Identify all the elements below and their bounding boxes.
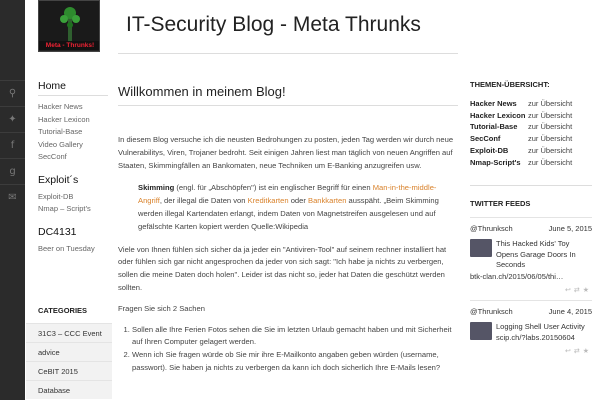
social-icon-bar (0, 0, 25, 400)
tweet-header (470, 217, 592, 233)
categories-list (26, 323, 112, 399)
tweet-content (496, 322, 585, 343)
facebook-icon[interactable]: f (0, 132, 25, 158)
tweet-body (470, 239, 592, 271)
mitm-link[interactable]: Man-in-the-middle-Angriff (138, 183, 437, 206)
tweet-actions (470, 286, 592, 294)
nav-item-beer-on-tuesday[interactable]: Beer on Tuesday (38, 243, 95, 253)
title-divider (118, 53, 458, 54)
themen-link[interactable]: zur Übersicht (528, 110, 573, 120)
retweet-icon[interactable]: ⇄ (573, 286, 583, 295)
site-logo[interactable] (38, 0, 100, 52)
themen-row (470, 145, 592, 157)
list-item: 2. Wenn ich Sie fragen würde ob Sie mir ihre E-Mailkonto angaben geben würden (username, passwort). Sie haben ja nichts zu verbergen da kann ich doch sicherlich Ihre E-Mails lesen? (132, 349, 458, 375)
themen-row (470, 157, 592, 169)
themen-key: Hacker News (470, 99, 517, 108)
kreditkarten-link[interactable]: Kreditkarten (247, 196, 289, 206)
main-content (118, 84, 458, 375)
post-paragraph-questions: Fragen Sie sich 2 Sachen (118, 303, 205, 313)
tweet-thumbnail (470, 322, 492, 340)
site-title[interactable]: IT-Security Blog - Meta Thrunks (126, 13, 421, 36)
category-item[interactable]: Database (26, 380, 112, 399)
themen-link[interactable]: zur Übersicht (528, 145, 573, 155)
bankkarten-link[interactable]: Bankkarten (308, 196, 347, 206)
quote-text: (engl. für „Abschöpfen") ist ein englischer Begriff für einen (174, 183, 373, 193)
themen-row (470, 110, 592, 122)
twitter-feeds-title: TWITTER FEEDS (470, 199, 531, 209)
favorite-icon[interactable]: ★ (582, 347, 592, 356)
post-title[interactable]: Willkommen in meinem Blog! (118, 84, 286, 99)
themen-link[interactable]: zur Übersicht (528, 134, 573, 144)
themen-key: SecConf (470, 134, 501, 144)
tweet-text: Logging Shell User Activity (496, 322, 585, 332)
themen-row (470, 98, 592, 110)
tweet-text: This Hacked Kids' Toy Opens Garage Doors In Seconds (496, 239, 576, 270)
tweet-date: June 5, 2015 (548, 224, 592, 234)
skimming-quote (138, 182, 448, 233)
tweet-link[interactable]: scip.ch/?labs.20150604 (496, 332, 575, 342)
post-paragraph-antivirus: Viele von Ihnen fühlen sich sicher da ja jeder ein "Antiviren-Tool" auf seinem rechner installiert hat oder fühlen sich gar nicht angesprochen da jeder von sich sagt: "Ich habe ja nichts zu verbergen, sollen die meine Daten doch holen". Leider ist das nicht so, jeder hat Daten die geschützt werden sollten. (118, 244, 447, 292)
tweet-body (470, 322, 592, 343)
quote-text: ausspäht. „Beim Skimming werden illegal Kartendaten erlangt, indem Daten von Magnetstreifen ausgelesen und auf gefälschte Karten kopiert werden Quelle:Wikipedia (138, 196, 439, 231)
category-item[interactable]: CeBIT 2015 (26, 361, 112, 380)
quote-term: Skimming (138, 183, 175, 193)
twitter-icon[interactable]: ✦ (0, 106, 25, 132)
tweet-header (470, 300, 592, 316)
tweet-date: June 4, 2015 (548, 307, 592, 317)
themen-row (470, 121, 592, 133)
category-item[interactable]: advice (26, 342, 112, 361)
favorite-icon[interactable]: ★ (582, 286, 592, 295)
nav-home[interactable]: Home (38, 80, 108, 96)
left-navigation (38, 80, 108, 265)
nav-item-tutorial-base[interactable]: Tutorial-Base (38, 127, 83, 136)
nav-item-video-gallery[interactable]: Video Gallery (38, 139, 83, 149)
themen-key: Tutorial-Base (470, 122, 518, 132)
retweet-icon[interactable]: ⇄ (573, 347, 583, 356)
tweet-user[interactable]: @Thrunksch (470, 224, 513, 234)
reply-icon[interactable]: ↩ (564, 347, 574, 356)
tweet-link[interactable]: btk-clan.ch/2015/06/05/thi… (470, 271, 564, 281)
themen-key: Nmap-Script's (470, 157, 521, 167)
post-paragraph-intro: In diesem Blog versuche ich die neusten Bedrohungen zu posten, jeden Tag werden wir durch neue Vulnerabilitys, Viren, Trojaner bedroht. Seit einigen Jahren liest man täglich von neuen Angriffen auf Staaten, Skimmingfällen an Bankomaten, neue Techniken um E-Banking anzugreifen usw. (118, 135, 454, 170)
logo-text: Meta - Thrunks! (39, 41, 100, 50)
list-item: 1. Sollen alle Ihre Ferien Fotos sehen die Sie im letzten Urlaub gemacht haben und mit Sicherheit auf Ihren Computer gelagert werden. (132, 324, 458, 350)
quote-text: , der illegal die Daten von (159, 196, 248, 206)
nav-item-exploit-db[interactable]: Exploit-DB (38, 191, 74, 201)
themen-key: Exploit-DB (470, 145, 509, 155)
questions-list (118, 324, 458, 375)
category-item[interactable]: 31C3 – CCC Event (26, 323, 112, 342)
tweet-actions (470, 347, 592, 355)
themen-row (470, 133, 592, 145)
nav-item-hacker-news[interactable]: Hacker News (38, 102, 83, 111)
mail-icon[interactable]: ✉ (0, 184, 25, 210)
post-divider (118, 105, 458, 106)
themen-link[interactable]: zur Übersicht (528, 157, 573, 167)
nav-item-nmap-scripts[interactable]: Nmap – Script’s (38, 204, 91, 213)
search-icon[interactable]: ⚲ (0, 80, 25, 106)
themen-title: THEMEN-ÜBERSICHT: (470, 80, 550, 89)
themen-link[interactable]: zur Übersicht (528, 122, 573, 132)
quote-text: oder (288, 196, 308, 206)
google-plus-icon[interactable]: g (0, 158, 25, 184)
tweet-user[interactable]: @Thrunksch (470, 307, 513, 317)
sidebar-divider (470, 185, 592, 186)
nav-item-secconf[interactable]: SecConf (38, 152, 67, 161)
categories-title: CATEGORIES (38, 306, 88, 315)
reply-icon[interactable]: ↩ (564, 286, 574, 295)
themen-key: Hacker Lexicon (470, 110, 526, 120)
nav-exploits[interactable]: Exploit´s (38, 173, 79, 186)
logo-tree-image (39, 1, 100, 43)
tweet-thumbnail (470, 239, 492, 257)
right-sidebar (470, 80, 592, 361)
nav-dc4131[interactable]: DC4131 (38, 225, 77, 238)
nav-item-hacker-lexicon[interactable]: Hacker Lexicon (38, 114, 90, 124)
themen-link[interactable]: zur Übersicht (528, 99, 573, 108)
